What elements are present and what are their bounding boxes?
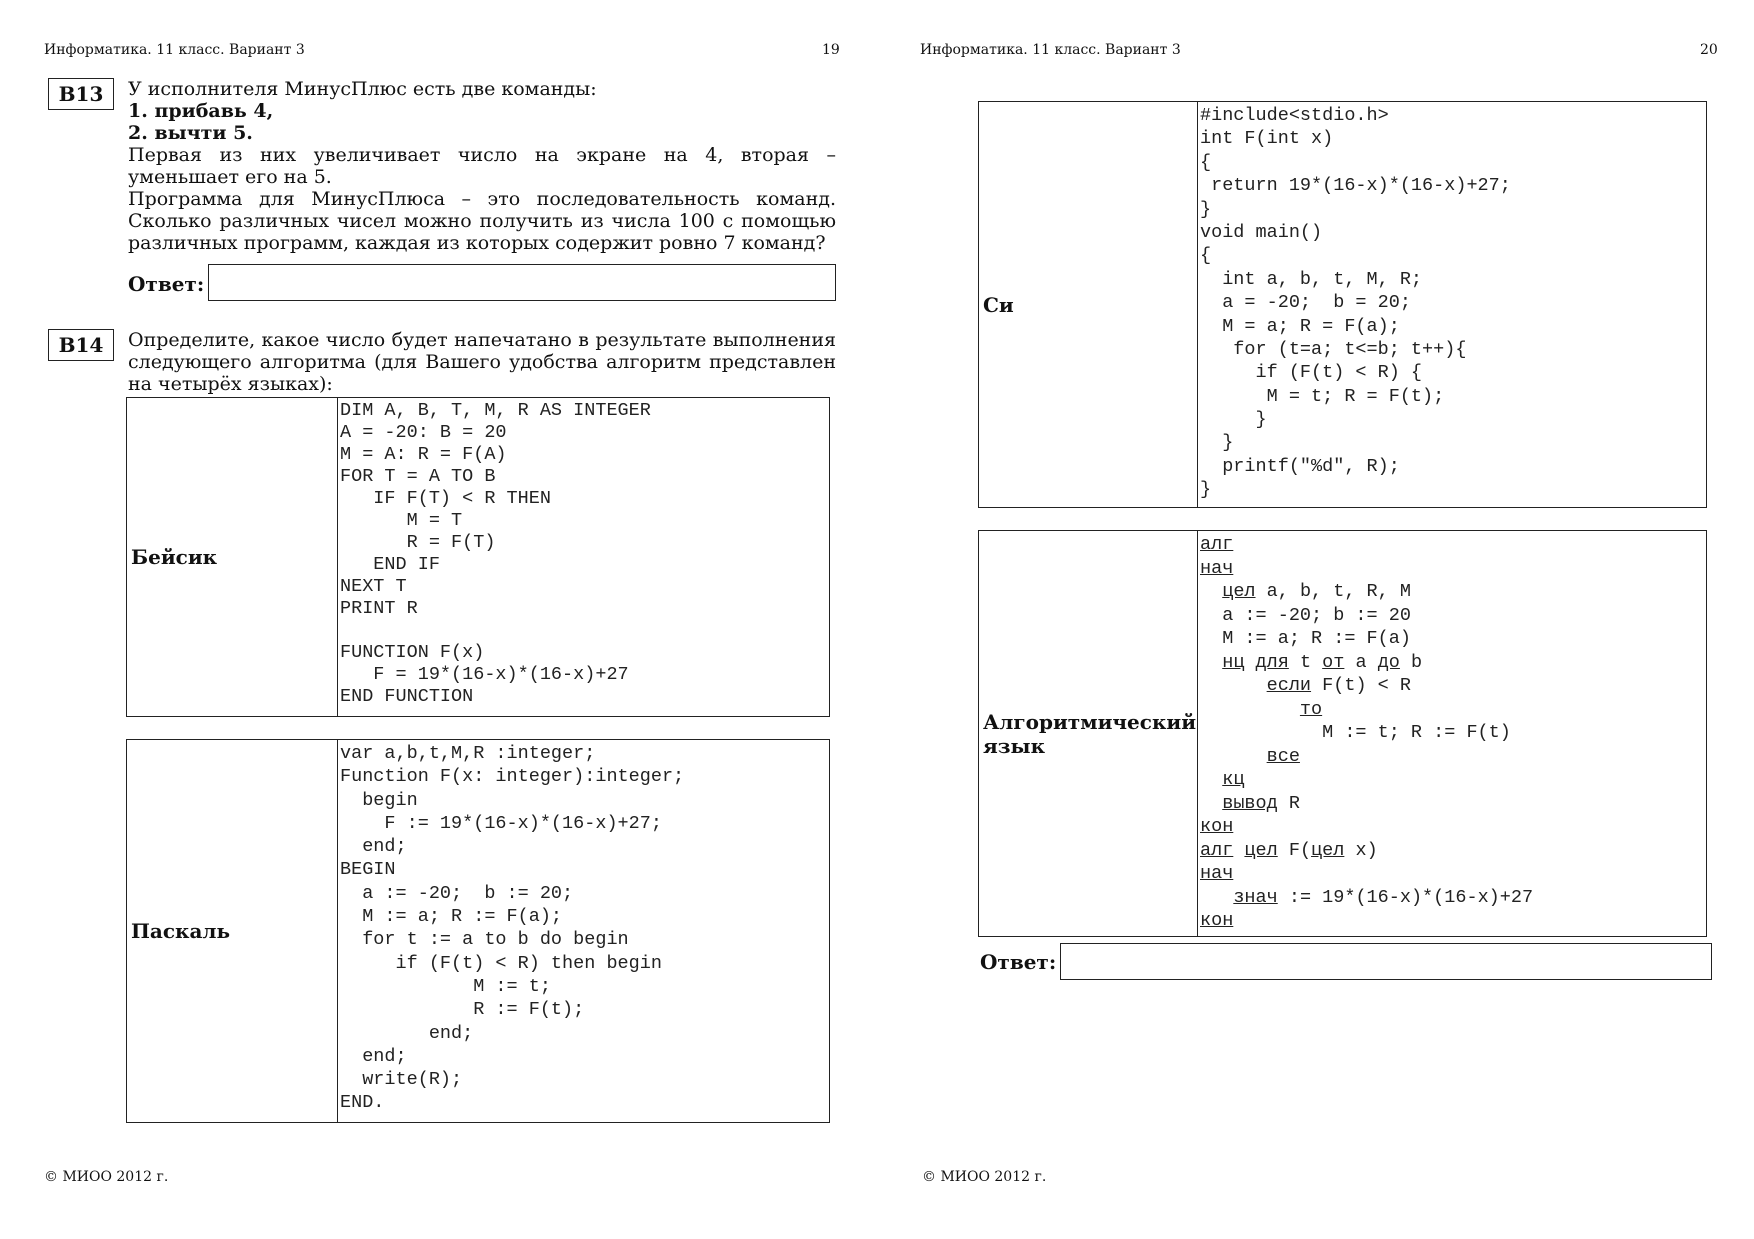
code-line: return 19*(16-x)*(16-x)+27;: [1200, 175, 1511, 197]
code-line: все: [1266, 745, 1300, 767]
c-code-table: [978, 101, 1707, 508]
code-line: кон: [1200, 816, 1234, 837]
code-line: begin: [340, 789, 418, 811]
basic-code: [338, 398, 651, 716]
b13-answer-label: Ответ:: [128, 272, 205, 296]
code-line: M := a; R := F(a): [1200, 628, 1411, 649]
task-number-b13: B13: [48, 78, 114, 110]
code-line: DIM A, B, T, M, R AS INTEGER: [340, 400, 651, 421]
code-line: a = -20; b = 20;: [1200, 292, 1411, 314]
code-line: a := -20; b := 20: [1200, 604, 1411, 626]
code-line: F := 19*(16-x)*(16-x)+27;: [340, 812, 662, 834]
code-line: знач := 19*(16-x)*(16-x)+27: [1233, 886, 1534, 908]
basic-language-label: Бейсик: [127, 398, 338, 716]
code-line: F = 19*(16-x)*(16-x)+27: [340, 664, 629, 685]
code-line: если F(t) < R: [1266, 675, 1411, 696]
code-line: Function F(x: integer):integer;: [340, 766, 685, 788]
code-line: {: [1200, 151, 1212, 173]
b13-cmd1: 1. прибавь 4,: [128, 100, 274, 122]
code-line: end;: [340, 1022, 474, 1044]
b14-text: [128, 329, 836, 395]
code-line: END IF: [340, 554, 440, 575]
code-line: то: [1299, 698, 1323, 720]
code-line: end;: [340, 1045, 407, 1067]
code-line: {: [1200, 245, 1212, 267]
code-line: if (F(t) < R) then begin: [340, 952, 662, 974]
code-line: }: [1200, 432, 1234, 454]
code-line: алг цел F(цел x): [1200, 839, 1378, 861]
c-language-label: Си: [979, 102, 1198, 507]
code-line: for t := a to b do begin: [340, 929, 629, 951]
b14-question: Определите, какое число будет напечатано в результате выполнения следующего алгоритма (для Вашего удобства алгоритм представлен на четырёх языках):: [128, 329, 836, 395]
code-line: end;: [340, 836, 407, 858]
code-line: if (F(t) < R) {: [1200, 362, 1423, 384]
code-line: END FUNCTION: [340, 686, 474, 707]
code-line: нач: [1200, 863, 1234, 884]
pascal-code-table: [126, 739, 830, 1123]
code-line: IF F(T) < R THEN: [340, 488, 551, 509]
b13-intro: У исполнителя МинусПлюс есть две команды:: [128, 78, 597, 100]
code-line: алг: [1200, 534, 1234, 555]
code-line: #include<stdio.h>: [1200, 105, 1389, 126]
code-line: int F(int x): [1200, 128, 1334, 150]
code-line: нц для t от a до b: [1222, 651, 1423, 673]
code-line: M = A: R = F(A): [340, 444, 507, 465]
algo-code-table: [978, 530, 1707, 937]
code-line: var a,b,t,M,R :integer;: [340, 743, 596, 764]
code-line: A = -20: B = 20: [340, 422, 507, 443]
b13-cmd2: 2. вычти 5.: [128, 122, 253, 144]
code-line: }: [1200, 479, 1212, 501]
code-line: цел a, b, t, R, M: [1222, 581, 1411, 602]
b13-para1: Первая из них увеличивает число на экране на 4, вторая – уменьшает его на 5.: [128, 144, 836, 188]
c-code: [1198, 102, 1511, 507]
code-line: for (t=a; t<=b; t++){: [1200, 338, 1467, 360]
code-line: printf("%d", R);: [1200, 455, 1400, 477]
code-line: R = F(T): [340, 532, 496, 553]
code-line: FOR T = A TO B: [340, 466, 496, 487]
code-line: M = T: [340, 510, 463, 531]
code-line: M := t;: [340, 975, 551, 997]
task-number-b14: B14: [48, 329, 114, 361]
code-line: }: [1200, 198, 1212, 220]
right-footer: © МИОО 2012 г.: [922, 1169, 1047, 1185]
left-footer: © МИОО 2012 г.: [44, 1169, 169, 1185]
code-line: M := t; R := F(t): [1200, 722, 1511, 743]
left-header: Информатика. 11 класс. Вариант 3: [44, 42, 305, 58]
code-line: void main(): [1200, 221, 1323, 243]
b14-answer-label: Ответ:: [980, 950, 1057, 974]
code-line: [340, 620, 651, 642]
code-line: PRINT R: [340, 598, 418, 619]
code-line: BEGIN: [340, 859, 396, 881]
basic-code-table: [126, 397, 830, 717]
code-line: END.: [340, 1092, 385, 1114]
code-line: write(R);: [340, 1069, 463, 1091]
right-header: Информатика. 11 класс. Вариант 3: [920, 42, 1181, 58]
code-line: нач: [1200, 557, 1234, 579]
b13-para2: Программа для МинусПлюса – это последовательность команд. Сколько различных чисел можно получить из числа 100 с помощью различных программ, каждая из которых содержит ровно 7 команд?: [128, 188, 836, 254]
left-page-number: 19: [822, 42, 840, 58]
b13-answer-input[interactable]: [208, 264, 836, 301]
code-line: int a, b, t, M, R;: [1200, 268, 1423, 290]
right-page-number: 20: [1700, 42, 1718, 58]
code-line: вывод R: [1222, 792, 1300, 814]
code-line: кц: [1222, 769, 1245, 790]
pascal-language-label: Паскаль: [127, 740, 338, 1122]
b13-text: [128, 78, 836, 254]
code-line: M = a; R = F(a);: [1200, 315, 1400, 337]
algo-code: [1198, 531, 1533, 936]
code-line: FUNCTION F(x): [340, 642, 485, 663]
code-line: кон: [1200, 910, 1234, 931]
code-line: NEXT T: [340, 576, 407, 597]
code-line: R := F(t);: [340, 999, 585, 1021]
code-line: a := -20; b := 20;: [340, 882, 574, 904]
code-line: M = t; R = F(t);: [1200, 385, 1445, 407]
b14-answer-input[interactable]: [1060, 943, 1712, 980]
pascal-code: [338, 740, 684, 1122]
algo-language-label: Алгоритмический язык: [979, 531, 1198, 936]
code-line: M := a; R := F(a);: [340, 906, 563, 928]
code-line: }: [1200, 409, 1267, 431]
